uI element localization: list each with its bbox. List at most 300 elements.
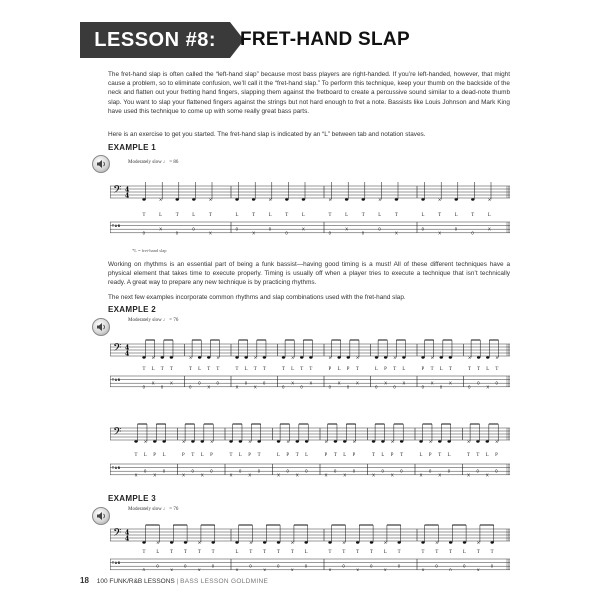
- notehead: [192, 198, 195, 200]
- technique-letter: T: [295, 453, 299, 458]
- tab-number: X: [345, 226, 348, 232]
- notehead: [235, 541, 238, 543]
- tab-number: 0: [439, 384, 443, 390]
- technique-letter: T: [235, 367, 239, 372]
- technique-letter: T: [438, 453, 442, 458]
- dead-note: ×: [467, 356, 472, 362]
- tab-number: 0: [198, 380, 201, 386]
- notehead: [184, 541, 187, 543]
- bass-clef: 𝄢: [113, 426, 122, 441]
- dead-note: ×: [253, 356, 258, 362]
- tab-number: 0: [238, 468, 242, 474]
- tab-number: 0: [421, 384, 424, 390]
- example1-notation: [110, 168, 510, 246]
- notehead: [449, 541, 452, 543]
- bass-clef: 𝄢: [113, 342, 122, 357]
- dead-note: ×: [208, 198, 213, 204]
- example1-tempo: Moderately slow ♩ = 86: [128, 160, 179, 165]
- technique-letter: T: [249, 550, 253, 555]
- staff-group: [110, 525, 510, 571]
- technique-letter: T: [476, 453, 480, 458]
- technique-letter: T: [211, 550, 215, 555]
- tab-number: X: [169, 380, 173, 386]
- dead-note: ×: [466, 440, 471, 446]
- tab-number: 0: [305, 468, 308, 474]
- notehead: [309, 356, 312, 358]
- dead-note: ×: [290, 356, 295, 362]
- dead-note: ×: [390, 440, 395, 446]
- example2-label: EXAMPLE 2: [108, 305, 157, 314]
- notehead: [211, 541, 214, 543]
- notehead: [347, 356, 350, 358]
- technique-letter: P: [384, 367, 387, 372]
- dead-note: ×: [352, 440, 357, 446]
- technique-letter: L: [486, 367, 490, 372]
- tab-number: 0: [381, 468, 384, 474]
- tab-number: 0: [175, 230, 179, 236]
- notehead: [337, 356, 340, 358]
- tab-number: X: [384, 380, 388, 386]
- notehead: [300, 356, 303, 358]
- notehead: [277, 541, 280, 543]
- time-signature-bottom: 4: [125, 350, 130, 358]
- tab-number: 0: [361, 230, 365, 236]
- notehead: [362, 198, 365, 200]
- technique-letter: T: [467, 453, 470, 458]
- technique-letter: T: [309, 367, 313, 372]
- tab-label: T A B: [112, 224, 121, 228]
- tab-number: 0: [477, 380, 480, 386]
- technique-letter: T: [285, 213, 289, 218]
- technique-letter: T: [435, 550, 439, 555]
- tab-number: 0: [216, 380, 219, 386]
- dead-note: ×: [494, 440, 499, 446]
- technique-letter: T: [262, 367, 266, 372]
- technique-letter: T: [175, 213, 179, 218]
- technique-letter: T: [328, 213, 332, 218]
- dead-note: ×: [437, 198, 442, 204]
- notehead: [400, 440, 403, 442]
- tab-number: X: [291, 380, 295, 386]
- technique-letter: L: [159, 213, 163, 218]
- technique-letter: T: [430, 367, 434, 372]
- notehead: [402, 356, 405, 358]
- tab-number: 0: [378, 226, 381, 232]
- tab-number: X: [134, 472, 138, 478]
- technique-letter: T: [134, 453, 138, 458]
- tab-number: 0: [352, 468, 356, 474]
- notehead: [449, 356, 452, 358]
- technique-letter: L: [162, 453, 166, 458]
- technique-letter: T: [361, 213, 365, 218]
- dead-note: ×: [197, 541, 202, 547]
- notehead: [235, 198, 238, 200]
- technique-letter: P: [153, 453, 156, 458]
- tab-number: 0: [268, 226, 272, 232]
- tab-number: X: [343, 472, 347, 478]
- tab-number: X: [229, 472, 233, 478]
- notehead: [162, 440, 165, 442]
- dead-note: ×: [151, 356, 156, 362]
- footer-separator: |: [176, 578, 179, 585]
- tab-number: 0: [211, 563, 215, 569]
- example3-label: EXAMPLE 3: [108, 494, 157, 503]
- technique-letter: P: [182, 453, 185, 458]
- tab-number: 0: [421, 226, 424, 232]
- tab-number: X: [324, 472, 328, 478]
- technique-letter: L: [421, 213, 425, 218]
- technique-letter: P: [390, 453, 394, 458]
- technique-letter: T: [490, 550, 494, 555]
- tab-number: 0: [262, 380, 266, 386]
- technique-letter: T: [282, 367, 285, 372]
- page-number: 18: [80, 576, 89, 585]
- technique-letter: T: [372, 453, 375, 458]
- notehead: [305, 440, 308, 442]
- tab-number: X: [395, 230, 398, 236]
- notehead: [419, 440, 422, 442]
- technique-letter: T: [277, 550, 280, 555]
- lesson-number-tab: LESSON #8:: [80, 22, 230, 58]
- technique-letter: T: [208, 213, 212, 218]
- technique-letter: T: [394, 213, 398, 218]
- tab-number: 0: [235, 226, 238, 232]
- time-signature-bottom: 4: [125, 535, 130, 543]
- technique-letter: T: [142, 550, 146, 555]
- lesson-header: [80, 22, 520, 58]
- dead-note: ×: [435, 541, 439, 547]
- staff-group: [110, 424, 510, 477]
- notehead: [191, 440, 194, 442]
- notehead: [381, 440, 384, 442]
- technique-letter: L: [375, 367, 378, 372]
- technique-letter: L: [463, 550, 466, 555]
- notehead: [345, 198, 348, 200]
- technique-letter: T: [160, 367, 164, 372]
- example1-label: EXAMPLE 1: [108, 143, 157, 152]
- tab-number: 0: [249, 563, 252, 569]
- staff-group: [110, 340, 510, 389]
- notehead: [142, 198, 145, 200]
- technique-letter: L: [244, 367, 248, 372]
- tab-number: 0: [447, 468, 451, 474]
- notehead: [170, 541, 173, 543]
- tab-number: X: [337, 380, 341, 386]
- notehead: [486, 356, 489, 358]
- tab-number: 0: [189, 384, 192, 390]
- technique-letter: T: [252, 213, 256, 218]
- dead-note: ×: [209, 440, 214, 446]
- page-footer: [80, 576, 520, 585]
- dead-note: ×: [249, 541, 253, 547]
- tab-number: 0: [184, 563, 187, 569]
- technique-letter: P: [421, 367, 425, 372]
- technique-letter: T: [300, 367, 304, 372]
- tab-number: 0: [285, 230, 288, 236]
- notehead: [447, 440, 450, 442]
- example2-system-1: [110, 318, 510, 398]
- technique-letter: P: [248, 453, 251, 458]
- technique-letter: L: [200, 453, 204, 458]
- tab-number: 0: [282, 384, 285, 390]
- tab-number: X: [263, 567, 267, 571]
- notehead: [201, 440, 204, 442]
- tab-number: X: [248, 472, 252, 478]
- page: [80, 12, 520, 592]
- dead-note: ×: [286, 440, 290, 446]
- tab-number: 0: [454, 226, 458, 232]
- example3-notation: [110, 515, 510, 571]
- tab-number: X: [295, 472, 299, 478]
- example1-footnote: *L = fret-hand slap: [132, 248, 167, 253]
- tab-number: X: [356, 567, 360, 571]
- technique-letter: T: [290, 550, 294, 555]
- technique-letter: T: [393, 367, 397, 372]
- dead-note: ×: [430, 356, 435, 362]
- notehead: [257, 440, 260, 442]
- technique-letter: L: [291, 367, 295, 372]
- technique-letter: T: [370, 550, 373, 555]
- tab-number: 0: [333, 468, 337, 474]
- notehead: [176, 198, 179, 200]
- tab-number: 0: [428, 468, 432, 474]
- notehead: [486, 440, 489, 442]
- technique-letter: T: [355, 367, 359, 372]
- technique-letter: L: [235, 550, 239, 555]
- tab-number: 0: [286, 468, 289, 474]
- tab-number: X: [182, 472, 185, 478]
- technique-letter: T: [257, 453, 261, 458]
- technique-letter: T: [333, 453, 337, 458]
- notehead: [239, 440, 242, 442]
- notehead: [302, 198, 305, 200]
- technique-letter: L: [151, 367, 155, 372]
- notehead: [252, 198, 255, 200]
- technique-letter: L: [439, 367, 443, 372]
- dead-note: ×: [328, 356, 332, 362]
- tab-number: 0: [304, 563, 308, 569]
- tab-number: X: [402, 380, 406, 386]
- tab-label: T A B: [112, 561, 121, 565]
- dead-note: ×: [378, 198, 382, 204]
- staff-group: [110, 182, 510, 235]
- technique-letter: L: [238, 453, 242, 458]
- notehead: [421, 356, 424, 358]
- dead-note: ×: [188, 356, 193, 362]
- technique-letter: L: [277, 453, 280, 458]
- tab-number: 0: [210, 468, 213, 474]
- technique-letter: L: [402, 367, 406, 372]
- dead-note: ×: [355, 356, 360, 362]
- notehead: [421, 198, 424, 200]
- tab-number: 0: [328, 230, 331, 236]
- notehead: [142, 541, 145, 543]
- dead-note: ×: [495, 356, 499, 362]
- tab-number: 0: [370, 563, 373, 569]
- tab-number: X: [159, 226, 162, 232]
- technique-letter: T: [207, 367, 211, 372]
- technique-letter: L: [345, 213, 349, 218]
- notehead: [235, 356, 238, 358]
- audio-speaker-icon-example2[interactable]: [92, 318, 110, 336]
- example3-system: [110, 507, 510, 571]
- dead-note: ×: [328, 198, 332, 204]
- tab-number: 0: [191, 468, 194, 474]
- tab-number: 0: [449, 567, 452, 571]
- technique-letter: T: [263, 550, 267, 555]
- tab-number: X: [421, 567, 425, 571]
- tab-number: 0: [300, 384, 303, 390]
- technique-letter: T: [328, 550, 332, 555]
- example2-notation-2: [110, 408, 510, 484]
- tab-number: 0: [495, 468, 498, 474]
- notehead: [161, 356, 164, 358]
- notehead: [142, 356, 145, 358]
- technique-letter: T: [477, 367, 481, 372]
- technique-letter: T: [142, 213, 146, 218]
- notehead: [421, 541, 424, 543]
- tab-number: X: [438, 230, 441, 236]
- technique-letter: P: [210, 453, 213, 458]
- tab-number: X: [438, 472, 442, 478]
- tab-number: X: [302, 226, 305, 232]
- tab-number: 0: [435, 563, 438, 569]
- audio-speaker-icon-example3[interactable]: [92, 507, 110, 525]
- tab-number: 0: [463, 563, 466, 569]
- technique-letter: L: [235, 213, 239, 218]
- tab-number: 0: [346, 384, 350, 390]
- notehead: [397, 541, 400, 543]
- technique-letter: L: [156, 550, 160, 555]
- bass-clef: 𝄢: [113, 527, 122, 542]
- tab-number: X: [430, 380, 434, 386]
- technique-letter: L: [487, 213, 491, 218]
- tab-number: X: [486, 384, 490, 390]
- notehead: [244, 356, 247, 358]
- dead-note: ×: [290, 541, 295, 547]
- technique-letter: L: [198, 367, 202, 372]
- dead-note: ×: [476, 541, 481, 547]
- notehead: [334, 440, 337, 442]
- technique-letter: P: [324, 453, 328, 458]
- tab-number: 0: [156, 563, 159, 569]
- tab-number: 0: [397, 563, 401, 569]
- technique-letter: L: [383, 550, 387, 555]
- exercise-intro-paragraph: Here is an exercise to get you started. The fret-hand slap is indicated by an “L” between tab and notation staves.: [108, 131, 426, 138]
- notehead: [455, 198, 458, 200]
- tab-number: X: [476, 567, 480, 571]
- notehead: [304, 541, 307, 543]
- technique-letter: T: [229, 453, 233, 458]
- technique-letter: L: [454, 213, 458, 218]
- technique-letter: P: [428, 453, 432, 458]
- technique-letter: L: [268, 213, 272, 218]
- tab-number: X: [207, 384, 211, 390]
- audio-speaker-icon-example1[interactable]: [92, 155, 110, 173]
- time-signature-top: 4: [125, 529, 130, 537]
- tab-number: 0: [495, 380, 498, 386]
- dead-note: ×: [158, 198, 163, 204]
- notehead: [263, 541, 266, 543]
- time-signature-top: 4: [125, 344, 130, 352]
- intro-paragraph: The fret-hand slap is often called the “left-hand slap” because most bass players are right-handed. If you’re left-handed, however, that might cause a problem, so to eliminate confusion, we’ll call it the “fret-hand slap.” To perform this technique, keep your thumb on the backside of the neck and flatten out your fretting hand fingers, slapping them against the fretboard to create a percussive sound similar to a dead-note thumb slap. You want to slap your flattened fingers against the strings but not hard enough to fret a note. Bassists like Louis Johnson and Mark King have used this technique to come up with some really great bass parts.: [108, 71, 510, 115]
- notehead: [440, 356, 443, 358]
- combos-paragraph: The next few examples incorporate common rhythms and slap combinations used with the fret-hand slap.: [108, 294, 406, 301]
- technique-letter: T: [421, 550, 425, 555]
- tab-number: 0: [160, 384, 164, 390]
- tab-number: X: [467, 472, 470, 478]
- technique-letter: T: [471, 213, 475, 218]
- notehead: [282, 356, 285, 358]
- notehead: [170, 356, 173, 358]
- tab-number: X: [448, 380, 452, 386]
- technique-letter: T: [448, 367, 452, 372]
- notehead: [207, 356, 210, 358]
- technique-letter: P: [495, 453, 498, 458]
- notehead: [477, 356, 480, 358]
- dead-note: ×: [143, 440, 148, 446]
- tab-number: X: [277, 472, 280, 478]
- notehead: [490, 541, 493, 543]
- tab-number: X: [235, 384, 239, 390]
- technique-letter: T: [189, 367, 192, 372]
- tab-number: X: [253, 384, 257, 390]
- tab-number: X: [197, 567, 201, 571]
- tab-number: 0: [143, 468, 147, 474]
- technique-letter: P: [286, 453, 290, 458]
- notehead: [384, 356, 387, 358]
- tab-number: X: [419, 472, 423, 478]
- example3-tempo: Moderately slow ♩ = 76: [128, 507, 179, 512]
- technique-letter: L: [447, 453, 451, 458]
- tab-number: 0: [244, 380, 248, 386]
- notehead: [285, 198, 288, 200]
- book-title: 100 FUNK/R&B LESSONS: [96, 578, 175, 585]
- dead-note: ×: [392, 356, 397, 362]
- tab-number: X: [372, 472, 375, 478]
- tab-number: 0: [468, 384, 471, 390]
- technique-letter: T: [216, 367, 220, 372]
- dead-note: ×: [487, 198, 492, 204]
- example2-tempo: Moderately slow ♩ = 76: [128, 318, 179, 323]
- technique-letter: L: [301, 213, 305, 218]
- tab-number: X: [485, 472, 489, 478]
- tab-number: 0: [277, 563, 280, 569]
- technique-letter: T: [342, 550, 346, 555]
- dead-note: ×: [383, 541, 388, 547]
- technique-letter: T: [184, 550, 187, 555]
- time-signature-top: 4: [125, 186, 130, 194]
- time-signature-bottom: 4: [125, 192, 130, 200]
- notehead: [476, 440, 479, 442]
- dead-note: ×: [156, 541, 160, 547]
- notehead: [375, 356, 378, 358]
- tab-number: X: [235, 567, 239, 571]
- notehead: [471, 198, 474, 200]
- tab-number: X: [252, 230, 255, 236]
- notehead: [198, 356, 201, 358]
- notehead: [328, 541, 331, 543]
- tab-number: 0: [375, 384, 378, 390]
- dead-note: ×: [181, 440, 186, 446]
- tab-label: T A B: [112, 378, 121, 382]
- rhythm-paragraph: Working on rhythms is an essential part of being a funk bassist—having good timing is a must! All of these different techniques have a physical element that takes time to execute properly. Timing is usually off when a player tries to execute a technique that isn’t technically ready. A great way to prepare any new technique is by practicing rhythms.: [108, 261, 510, 287]
- dead-note: ×: [216, 356, 220, 362]
- notehead: [372, 440, 375, 442]
- technique-letter: T: [191, 453, 195, 458]
- tab-number: X: [390, 472, 394, 478]
- technique-letter: T: [476, 550, 480, 555]
